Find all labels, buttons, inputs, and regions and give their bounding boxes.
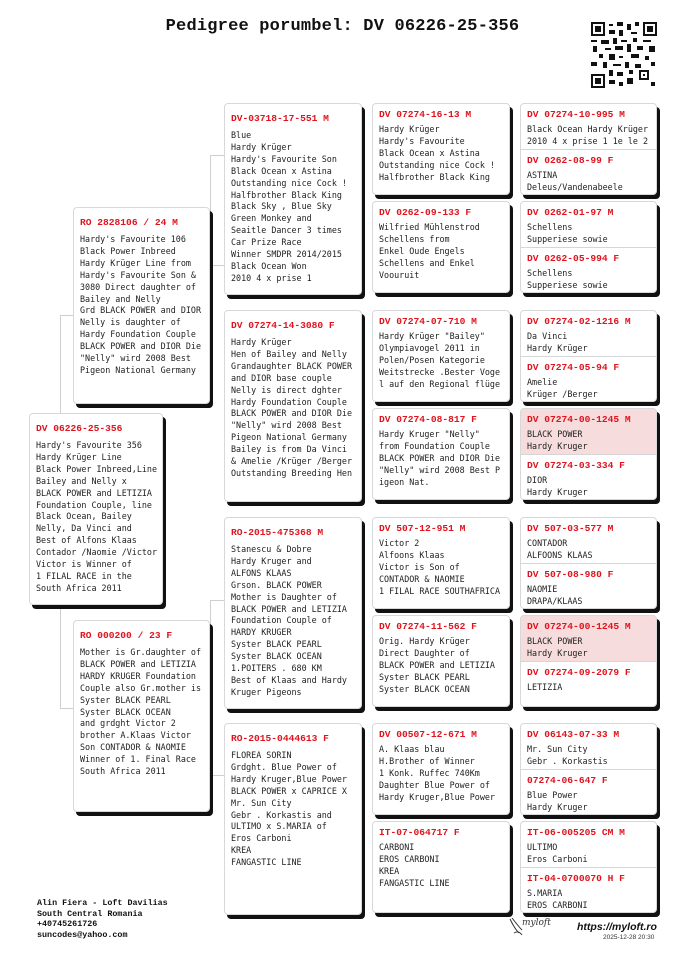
gen4-entry[interactable] (521, 247, 656, 293)
pigeon-ring-id: DV 07274-00-1245 M (527, 414, 631, 425)
pigeon-ring-id: DV 507-03-577 M (527, 523, 614, 534)
dam-card[interactable] (73, 620, 210, 812)
pigeon-ring-id: DV 0262-01-97 M (527, 207, 614, 218)
gen4-entry[interactable] (521, 454, 656, 500)
gen4-entry[interactable] (521, 104, 656, 149)
pigeon-ring-id: IT-06-005205 CM M (527, 827, 625, 838)
pigeon-ring-id: DV 07274-07-710 M (379, 316, 477, 327)
pigeon-description: BLACK POWER Hardy Kruger (527, 429, 588, 451)
pigeon-description: Amelie Krüger /Berger (527, 377, 598, 399)
pigeon-description: CARBONI EROS CARBONI KREA FANGASTIC LINE (379, 842, 450, 888)
connector-line (210, 265, 224, 266)
pigeon-description: Mr. Sun City Gebr . Korkastis (527, 744, 608, 766)
pigeon-ring-id: RO 000200 / 23 F (80, 630, 173, 641)
pigeon-ring-id: DV 06226-25-356 (36, 423, 123, 434)
great-grandparent-card[interactable] (372, 408, 510, 500)
pigeon-description: LETIZIA (527, 682, 563, 692)
pigeon-ring-id: DV 507-12-951 M (379, 523, 466, 534)
pigeon-description: Hardy's Favourite 106 Black Power Inbreed Hardy Krüger Line from Hardy's Favourite Son & 3080 Direct daughter of Bailey and Nelly Grd BLACK POWER and DIOR Nelly is daughter of Hardy Foundation Couple BLACK POWER and DIOR Die "Nelly" wird 2008 Best Pigeon National Germany (80, 234, 202, 375)
gen4-entry[interactable] (521, 409, 656, 454)
owner-phone: +40745261726 (37, 919, 98, 930)
pigeon-ring-id: DV 07274-16-13 M (379, 109, 472, 120)
pigeon-ring-id: DV 07274-09-2079 F (527, 667, 631, 678)
pigeon-ring-id: DV 07274-11-562 F (379, 621, 477, 632)
gen4-entry[interactable] (521, 867, 656, 913)
gen4-entry[interactable] (521, 149, 656, 195)
pigeon-description: ULTIMO Eros Carboni (527, 842, 588, 864)
connector-line (210, 600, 224, 601)
pigeon-ring-id: DV 0262-09-133 F (379, 207, 472, 218)
great-grandparent-card[interactable] (372, 201, 510, 293)
page-title: Pedigree porumbel: DV 06226-25-356 (165, 17, 520, 36)
pigeon-ring-id: IT-07-064717 F (379, 827, 460, 838)
gen4-pair-card[interactable] (520, 723, 657, 815)
pigeon-ring-id: RO-2015-475368 M (231, 527, 324, 538)
pigeon-ring-id: RO-2015-0444613 F (231, 733, 329, 744)
connector-line (60, 315, 61, 415)
pigeon-description: Victor 2 Alfoons Klaas Victor is Son of CONTADOR & NAOMIE 1 FILAL RACE SOUTHAFRICA (379, 538, 501, 596)
gen4-entry[interactable] (521, 563, 656, 609)
pigeon-description: BLACK POWER Hardy Kruger (527, 636, 588, 658)
grandparent-card[interactable] (224, 310, 362, 502)
pigeon-description: Wilfried Mühlenstrod Schellens from Enkel Oude Engels Schellens and Enkel Voouruit (379, 222, 480, 280)
pigeon-description: Hardy Krüger Hardy's Favourite Black Ocean x Astina Outstanding nice Cock ! Halfbrother Black King (379, 124, 495, 182)
pigeon-ring-id: 07274-06-647 F (527, 775, 608, 786)
generated-timestamp: 2025-12-28 20:30 (603, 934, 655, 941)
pigeon-ring-id: DV 07274-03-334 F (527, 460, 625, 471)
pigeon-ring-id: RO 2828106 / 24 M (80, 217, 178, 228)
pigeon-description: NAOMIE DRAPA/KLAAS (527, 584, 583, 606)
pigeon-ring-id: IT-04-0700070 H F (527, 873, 625, 884)
pigeon-description: Schellens Supperiese sowie (527, 268, 608, 290)
pigeon-ring-id: DV 06143-07-33 M (527, 729, 620, 740)
pigeon-description: FLOREA SORIN Grdght. Blue Power of Hardy Kruger,Blue Power BLACK POWER x CAPRICE X Mr. Sun City Gebr . Korkastis and ULTIMO x S.MARIA of Eros Carboni KREA FANGASTIC LINE (231, 750, 347, 868)
gen4-pair-card[interactable] (520, 103, 657, 195)
gen4-pair-card[interactable] (520, 615, 657, 707)
gen4-entry[interactable] (521, 311, 656, 356)
pigeon-ring-id: DV 507-08-980 F (527, 569, 614, 580)
owner-contact (37, 898, 168, 940)
great-grandparent-card[interactable] (372, 615, 510, 707)
pigeon-description: Orig. Hardy Krüger Direct Daughter of BLACK POWER and LETIZIA Syster BLACK PEARL Syster BLACK OCEAN (379, 636, 495, 694)
pigeon-description: Stanescu & Dobre Hardy Kruger and ALFONS KLAAS Grson. BLACK POWER Mother is Daughter of BLACK POWER and LETIZIA Foundation Couple of HARDY KRUGER Syster BLACK PEARL Syster BLACK OCEAN 1.POITERS . 680 KM Best of Klaas and Hardy Kruger Pigeons (231, 544, 347, 697)
owner-email[interactable]: suncodes@yahoo.com (37, 929, 128, 940)
connector-line (210, 155, 211, 265)
pigeon-ring-id: DV-03718-17-551 M (231, 113, 329, 124)
website-link[interactable]: https://myloft.ro (577, 921, 657, 933)
pigeon-description: Hardy Kruger "Nelly" from Foundation Couple BLACK POWER and DIOR Die "Nelly" wird 2008 Best P igeon Nat. (379, 429, 501, 487)
gen4-pair-card[interactable] (520, 201, 657, 293)
gen4-entry[interactable] (521, 769, 656, 815)
gen4-pair-card[interactable] (520, 408, 657, 500)
pigeon-description: Hardy Krüger Hen of Bailey and Nelly Grandaughter BLACK POWER and DIOR base couple Nelly is direct dghter Hardy Foundation Couple BLACK POWER and DIOR Die "Nelly" wird 2008 Best Pigeon National Germany Bailey is from Da Vinci & Amelie /Krüger /Berger Outstanding Breeding Hen (231, 337, 353, 478)
great-grandparent-card[interactable] (372, 310, 510, 402)
connector-line (210, 775, 224, 776)
gen4-entry[interactable] (521, 661, 656, 707)
pigeon-ring-id: DV 07274-00-1245 M (527, 621, 631, 632)
pigeon-ring-id: DV 0262-05-994 F (527, 253, 620, 264)
pigeon-ring-id: DV 07274-08-817 F (379, 414, 477, 425)
pigeon-ring-id: DV 0262-08-99 F (527, 155, 614, 166)
pigeon-description: Black Ocean Hardy Krüger 2010 4 x prise 1 1e le 2 (527, 124, 649, 146)
pigeon-ring-id: DV 07274-10-995 M (527, 109, 625, 120)
pigeon-description: A. Klaas blau H.Brother of Winner 1 Konk. Ruffec 740Km Daughter Blue Power of Hardy Kruger,Blue Power (379, 744, 495, 802)
gen4-entry[interactable] (521, 724, 656, 769)
connector-line (210, 155, 224, 156)
pigeon-description: DIOR Hardy Kruger (527, 475, 588, 497)
pigeon-description: Da Vinci Hardy Krüger (527, 331, 588, 353)
grandparent-card[interactable] (224, 723, 362, 915)
gen4-entry[interactable] (521, 202, 656, 247)
great-grandparent-card[interactable] (372, 723, 510, 815)
grandparent-card[interactable] (224, 517, 362, 709)
pigeon-ring-id: DV 00507-12-671 M (379, 729, 477, 740)
qr-code-icon (591, 22, 657, 88)
great-grandparent-card[interactable] (372, 821, 510, 913)
owner-name: Alin Fiera - Loft Davilias (37, 898, 168, 908)
pigeon-description: Blue Power Hardy Kruger (527, 790, 588, 812)
pigeon-description: Schellens Supperiese sowie (527, 222, 608, 244)
pigeon-ring-id: DV 07274-05-94 F (527, 362, 620, 373)
gen4-pair-card[interactable] (520, 821, 657, 913)
gen4-entry[interactable] (521, 822, 656, 867)
pigeon-ring-id: DV 07274-14-3080 F (231, 320, 335, 331)
gen4-entry[interactable] (521, 356, 656, 402)
sire-card[interactable] (73, 207, 210, 404)
great-grandparent-card[interactable] (372, 103, 510, 195)
connector-line (60, 315, 74, 316)
connector-line (210, 600, 211, 775)
pigeon-description: CONTADOR ALFOONS KLAAS (527, 538, 593, 560)
great-grandparent-card[interactable] (372, 517, 510, 609)
gen4-pair-card[interactable] (520, 517, 657, 609)
gen4-pair-card[interactable] (520, 310, 657, 402)
pigeon-description: Hardy's Favourite 356 Hardy Krüger Line Black Power Inbreed,Line Bailey and Nelly x BLACK POWER and LETIZIA Foundation Couple, line Black Ocean, Bailey Nelly, Da Vinci and Best of Alfons Klaas Contador /Naomie /Victor Victor is Winner of 1 FILAL RACE in the South Africa 2011 (36, 440, 158, 593)
pigeon-description: Hardy Krüger "Bailey" Olympiavogel 2011 in Polen/Posen Kategorie Weitstrecke .Bester Voge l auf den Regional flüge (379, 331, 501, 389)
pigeon-ring-id: DV 07274-02-1216 M (527, 316, 631, 327)
connector-line (60, 708, 74, 709)
pigeon-description: S.MARIA EROS CARBONI (527, 888, 588, 910)
pigeon-description: Mother is Gr.daughter of BLACK POWER and LETIZIA HARDY KRUGER Foundation Couple also Gr.mother is Syster BLACK PEARL Syster BLACK OCEAN and grdght Victor 2 brother A.Klaas Victor Son CONTADOR & NAOMIE Winner of 1. Final Race South Africa 2011 (80, 647, 202, 777)
owner-region: South Central Romania (37, 908, 143, 919)
grandparent-card[interactable] (224, 103, 362, 295)
gen4-entry[interactable] (521, 518, 656, 563)
pigeon-description: ASTINA Deleus/Vandenabeele (527, 170, 623, 192)
myloft-logo-text: myloft (522, 918, 551, 928)
subject-card[interactable] (29, 413, 163, 605)
gen4-entry[interactable] (521, 616, 656, 661)
pigeon-description: Blue Hardy Krüger Hardy's Favourite Son Black Ocean x Astina Outstanding nice Cock ! Halfbrother Black King Black Sky , Blue Sky Green Monkey and Seaitle Dancer 3 times Car Prize Race Winner SMDPR 2014/2015 Black Ocean Won 2010 4 x prise 1 (231, 130, 347, 283)
